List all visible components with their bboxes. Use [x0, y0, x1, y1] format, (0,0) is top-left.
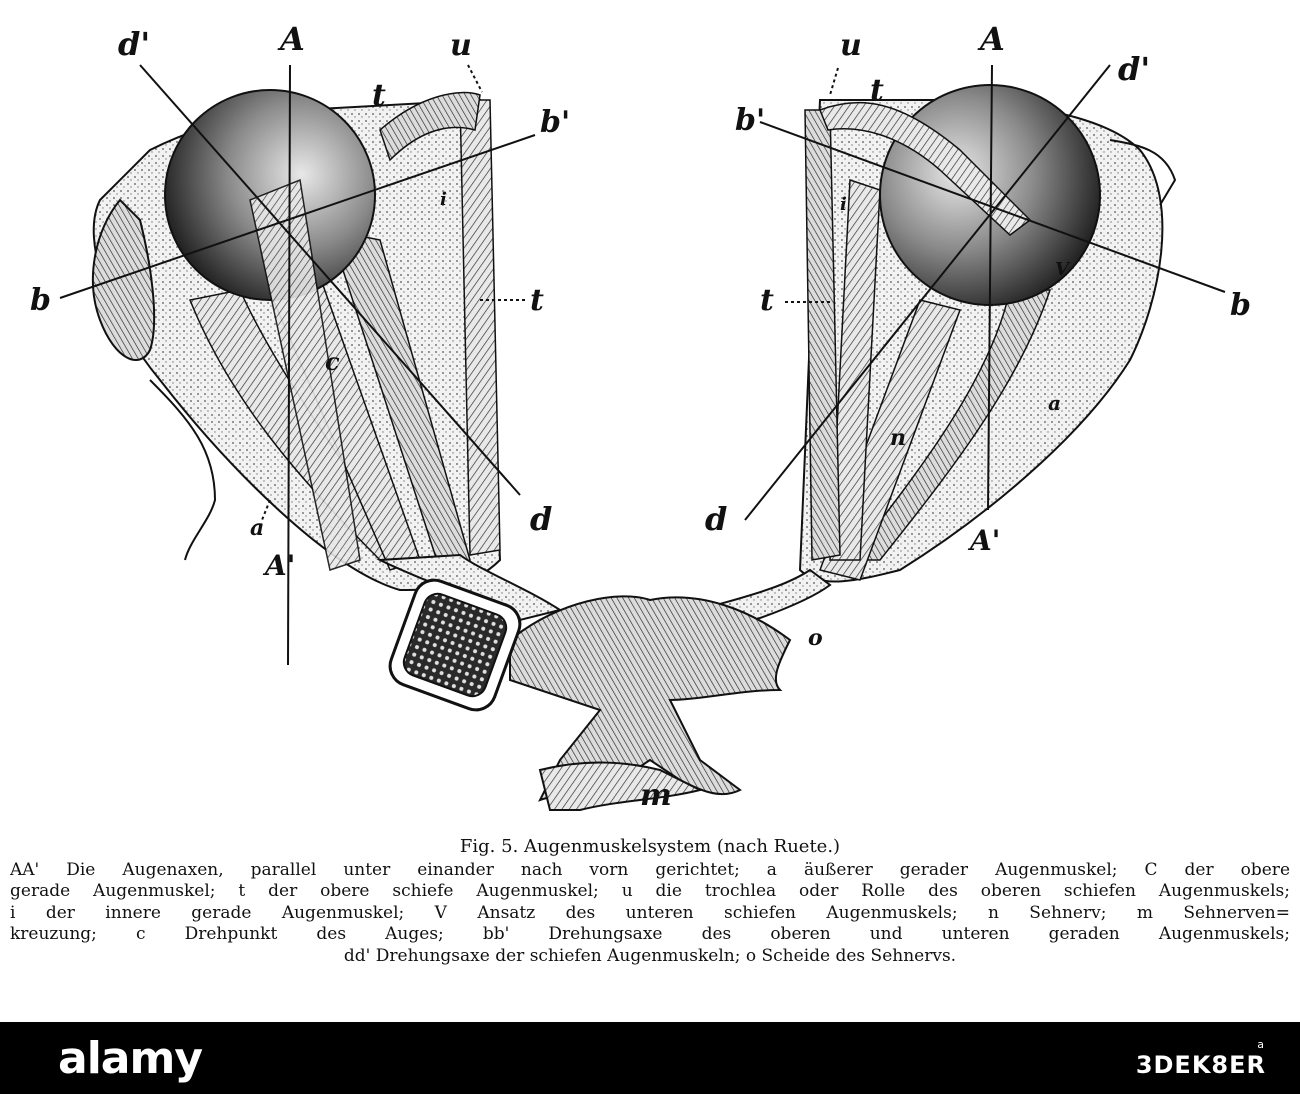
- caption-line-5: dd' Drehungsaxe der schiefen Augenmuskeln; o Scheide des Sehnervs.: [343, 945, 957, 966]
- label-left-A-bottom: A': [265, 549, 296, 582]
- caption-title: Fig. 5. Augenmuskelsystem (nach Ruete.): [459, 836, 841, 857]
- label-left-i: i: [440, 189, 447, 210]
- label-right-V: V: [1055, 259, 1069, 280]
- label-left-t-top: t: [372, 78, 386, 113]
- right-orbit: [745, 65, 1225, 582]
- label-left-a: a: [250, 515, 265, 541]
- label-right-u: u: [840, 28, 862, 63]
- label-left-c: c: [325, 347, 340, 376]
- caption-line-1: AA' Die Augenaxen, parallel unter einander nach vorn gerichtet; a äußerer gerader Augenmuskel; C der obere: [10, 859, 1290, 880]
- label-right-a: a: [1048, 391, 1061, 415]
- watermark-bar: [0, 1022, 1300, 1094]
- label-left-A-top: A: [280, 20, 305, 58]
- label-right-n: n: [890, 425, 906, 451]
- left-leader-u: [468, 65, 482, 92]
- optic-chiasm: [380, 555, 830, 810]
- label-m: m: [640, 778, 672, 813]
- label-right-b-prime: b': [735, 103, 766, 138]
- stock-id: 3DEK8ER: [1135, 1050, 1266, 1079]
- label-right-t-top: t: [870, 73, 884, 108]
- figure-caption: [10, 836, 1290, 967]
- brand-logo: alamy: [58, 1032, 202, 1084]
- label-left-b-prime: b': [540, 105, 571, 140]
- label-right-d: d: [705, 500, 728, 538]
- right-leader-u: [830, 68, 838, 95]
- label-right-A-bottom: A': [970, 524, 1001, 557]
- label-right-t-left: t: [760, 283, 774, 318]
- label-left-b: b: [30, 283, 51, 318]
- label-left-d: d: [530, 500, 553, 538]
- label-right-i: i: [840, 194, 847, 215]
- caption-line-2: gerade Augenmuskel; t der obere schiefe Augenmuskel; u die trochlea oder Rolle des oberen schiefen Augenmuskels;: [10, 881, 1290, 901]
- caption-line-4: kreuzung; c Drehpunkt des Auges; bb' Drehungsaxe des oberen und unteren geraden Augenmuskels;: [10, 924, 1290, 944]
- label-right-b: b: [1230, 288, 1251, 323]
- label-left-t-right: t: [530, 283, 544, 318]
- stock-tagline: a: [1257, 1037, 1266, 1051]
- label-left-d-prime: d': [118, 25, 151, 63]
- caption-line-3: i der innere gerade Augenmuskel; V Ansatz des unteren schiefen Augenmuskels; n Sehnerv; m Sehnerven=: [10, 902, 1290, 923]
- label-left-u: u: [450, 28, 472, 63]
- label-right-d-prime: d': [1118, 50, 1151, 88]
- label-o: o: [808, 625, 823, 651]
- stock-id-block: [1136, 1038, 1300, 1079]
- label-right-A-top: A: [980, 20, 1005, 58]
